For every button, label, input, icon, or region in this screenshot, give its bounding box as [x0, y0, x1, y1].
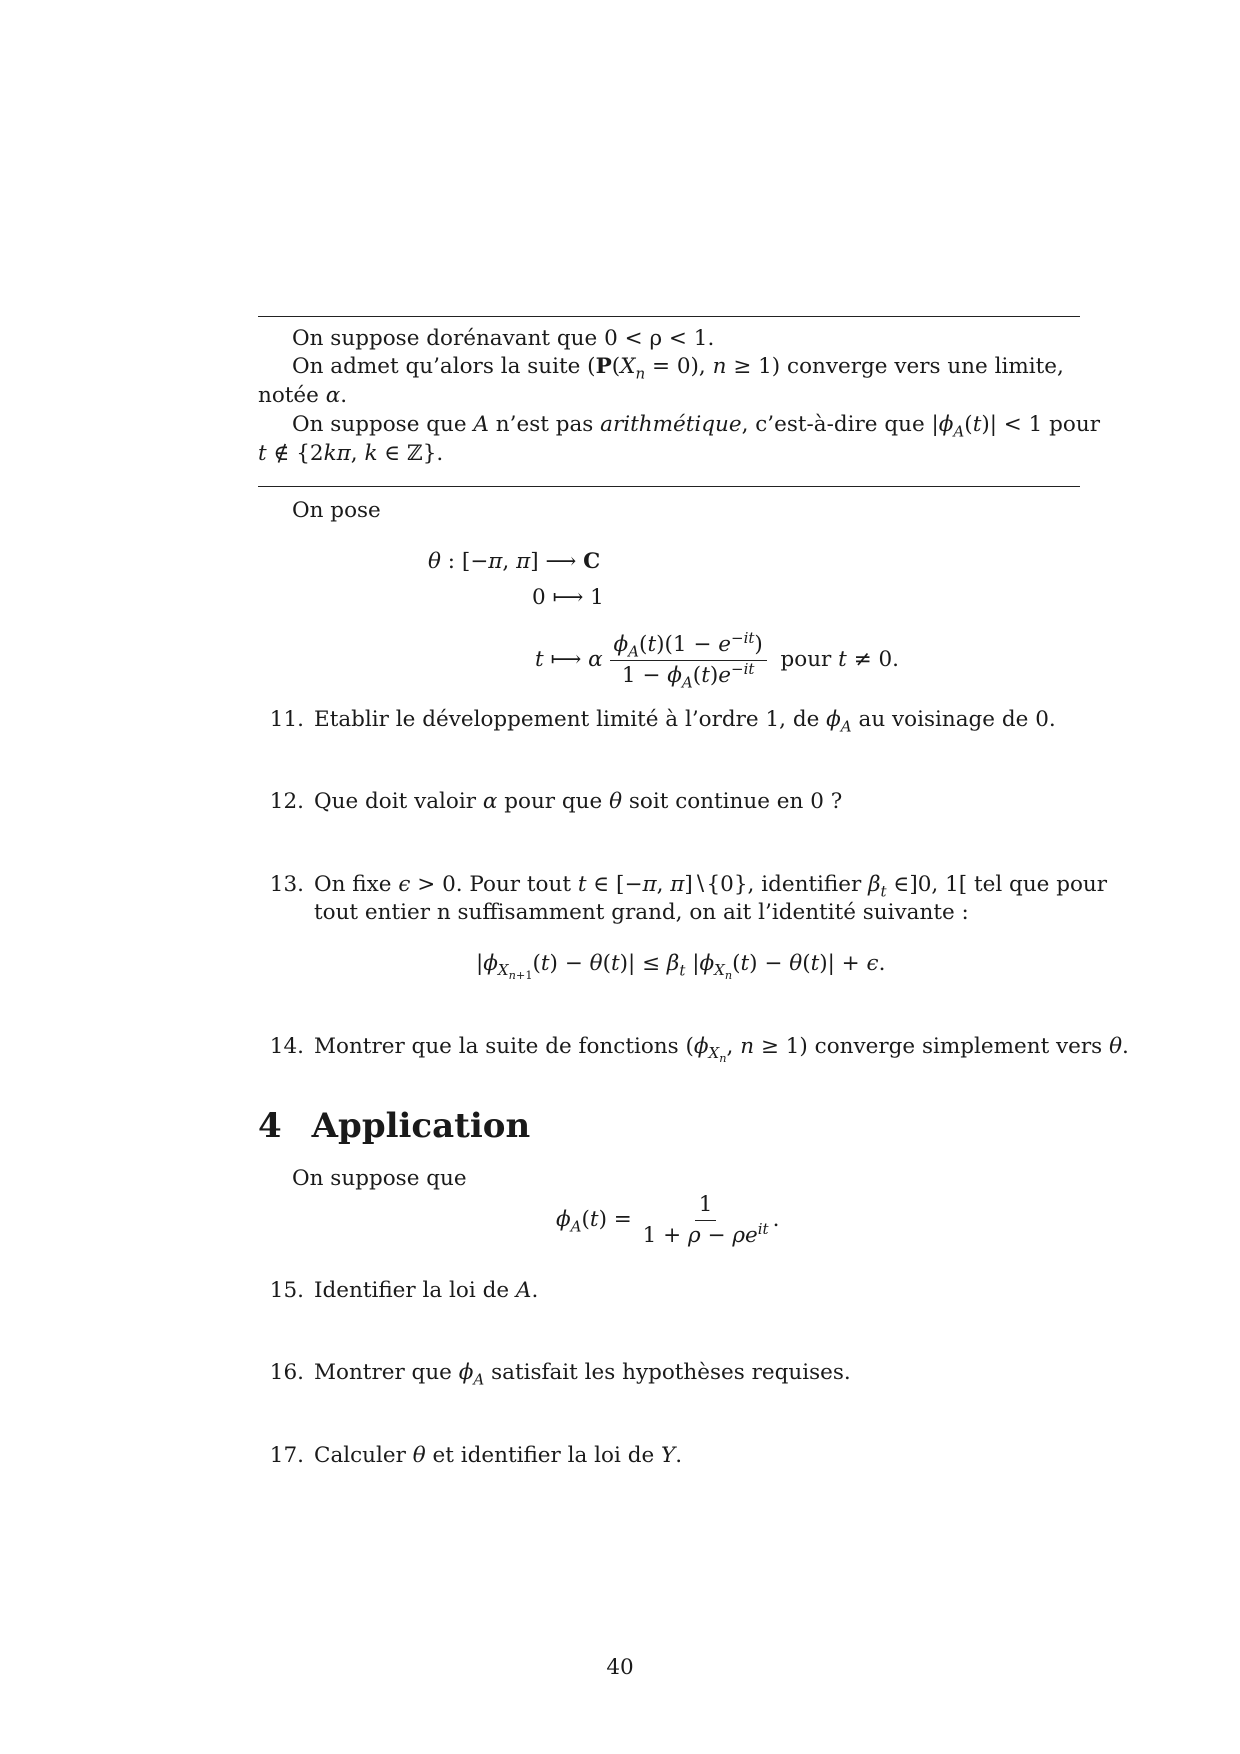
question-17: 17. Calculer θ et identifier la loi de Y.: [269, 1443, 683, 1468]
top-rule: [258, 316, 1080, 317]
question-11: 11. Etablir le développement limité à l’ordre 1, de $\phi_A$ au voisinage de 0.: [269, 707, 1056, 736]
theta-t-line: t ⟼ α $\frac{\phi_A(t)(1 - e^{-it})}{1 - \phi_A(t)e^{-it}}$ pour t ≠ 0.: [535, 628, 899, 691]
inequality: $|\phi_{X_{n+1}}(t) - \theta(t)| \le \beta_t$ $|\phi_{X_n}(t) - \theta(t)| + \epsilon$.: [476, 951, 886, 983]
page-number: 40: [606, 1655, 634, 1680]
question-14: 14. Montrer que la suite de fonctions ($\phi_{X_n}$, n ≥ 1) converge simplement vers θ.: [269, 1034, 1129, 1066]
assumption-line-5: t ∉ {2kπ, k ∈ ℤ}.: [258, 441, 444, 466]
assumption-line-1: On suppose dorénavant que 0 < ρ < 1.: [292, 326, 715, 351]
phi-fraction: $\frac{1}{1 + \rho - \rho e^{it}}$: [642, 1191, 769, 1248]
section-heading: 4 Application: [258, 1106, 531, 1146]
definition-intro: On pose: [292, 498, 381, 523]
question-13-line-2: tout entier n suffisamment grand, on ait l’identité suivante :: [314, 900, 969, 925]
assumption-line-4: On suppose que A n’est pas arithmétique, c’est-à-dire que $|\phi_A(t)| < 1$ pour: [292, 412, 1100, 441]
theta-map-line: θ : [−π, π] ⟶ C: [428, 549, 601, 574]
assumption-line-3: notée α.: [258, 383, 348, 408]
theta-fraction: $\frac{\phi_A(t)(1 - e^{-it})}{1 - \phi_A(t)e^{-it}}$: [610, 632, 767, 689]
phi-definition: $\phi_A(t)$ = $\frac{1}{1 + \rho - \rho e^{it}}$ .: [556, 1191, 780, 1248]
question-13: 13. On fixe ϵ > 0. Pour tout t ∈ [−π, π]∖{0}, identifier $\beta_t$ ∈]0, 1[ tel que pour: [269, 872, 1108, 901]
question-16: 16. Montrer que $\phi_A$ satisfait les hypothèses requises.: [269, 1360, 851, 1389]
theta-zero-line: 0 ⟼ 1: [532, 585, 604, 610]
assumption-line-2: On admet qu’alors la suite ($P(X_n = 0)$, n ≥ 1) converge vers une limite,: [292, 354, 1064, 383]
question-15: 15. Identifier la loi de A.: [269, 1278, 539, 1303]
application-intro: On suppose que: [292, 1166, 467, 1191]
bottom-rule: [258, 486, 1080, 487]
question-12: 12. Que doit valoir α pour que θ soit continue en 0 ?: [269, 789, 843, 814]
